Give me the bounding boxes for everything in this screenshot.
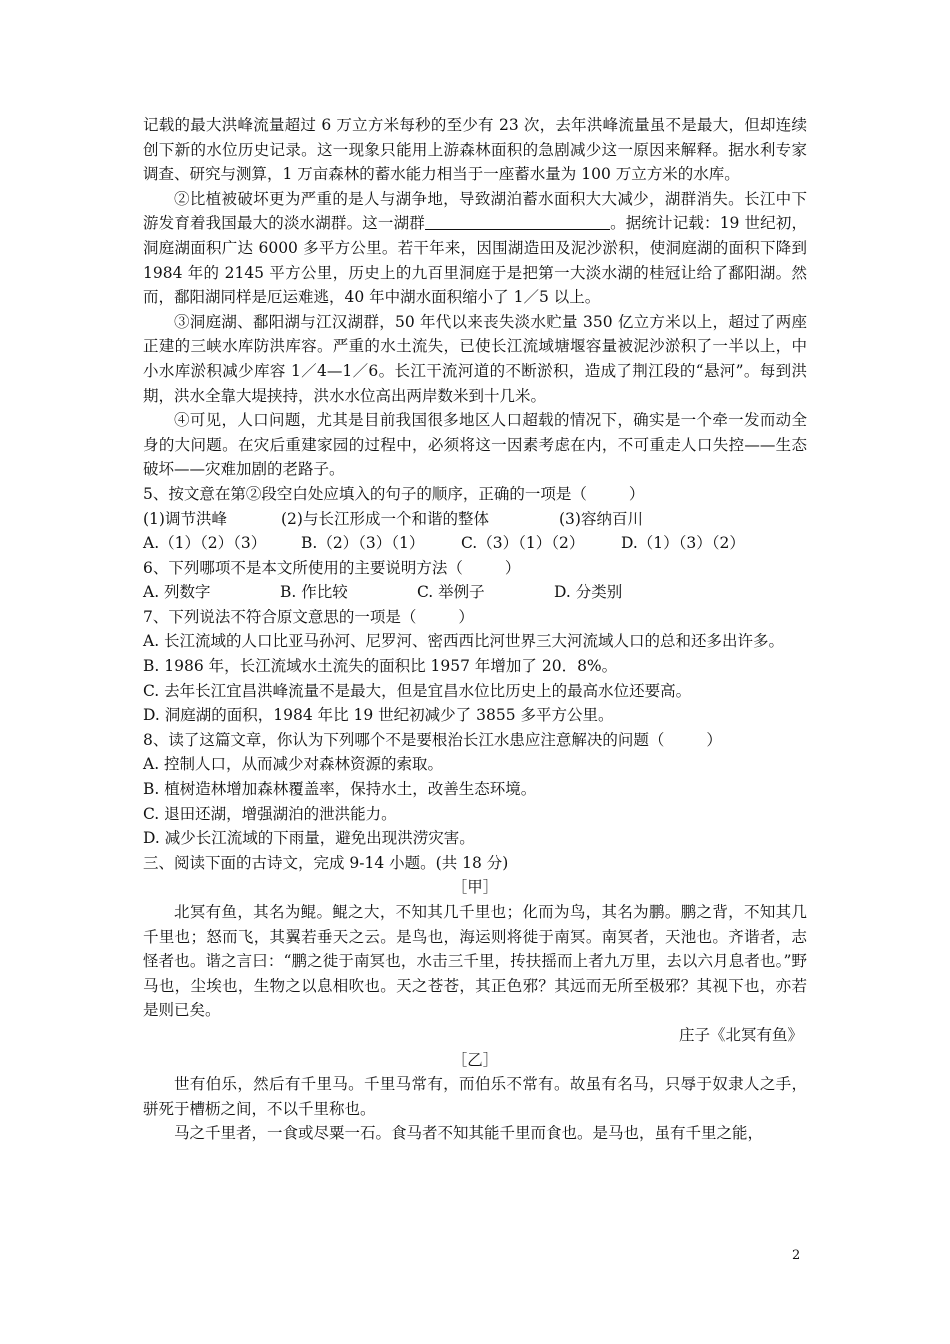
paragraph-2 [143,187,807,310]
question-8-option-d: D. 减少长江流域的下雨量，避免出现洪涝灾害。 [143,829,475,848]
item: (1)调节洪峰 [143,509,227,528]
paragraph-2-part-b: 。据统计记载：19 世纪初，洞庭湖面积广达 6000 多平方公里。若干年来，因围湖造田及泥沙淤积，使洞庭湖的面积下降到 1984 年的 2145 平方公里，历史上的九百里洞庭于是把第一大淡水湖的桂冠让给了鄱阳湖。然而，鄱阳湖同样是厄运难逃，40 年中湖水面积缩小了 1／5 以上。 [143,214,807,307]
question-6-options [143,580,807,605]
passage-yi-paragraph-1: 世有伯乐，然后有千里马。千里马常有，而伯乐不常有。故虽有名马，只辱于奴隶人之手，骈死于槽枥之间，不以千里称也。 [143,1075,807,1118]
paragraph-continued: 记载的最大洪峰流量超过 6 万立方米每秒的至少有 23 次，去年洪峰流量虽不是最大，但却连续创下新的水位历史记录。这一现象只能用上游森林面积的急剧减少这一原因来解释。据水利专家调查、研究与测算，1 万亩森林的蓄水能力相当于一座蓄水量为 100 万立方米的水库。 [143,116,807,184]
page-number: 2 [792,1248,801,1263]
paragraph-4: ④可见，人口问题，尤其是目前我国很多地区人口超载的情况下，确实是一个牵一发而动全身的大问题。在灾后重建家园的过程中，必须将这一因素考虑在内，不可重走人口失控——生态破坏——灾难加剧的老路子。 [143,411,807,479]
passage-jia-source: 庄子《北冥有鱼》 [678,1025,803,1044]
item: (2)与长江形成一个和谐的整体 [281,509,489,528]
question-7-option-c: C. 去年长江宜昌洪峰流量不是最大，但是宜昌水位比历史上的最高水位还要高。 [143,681,692,700]
option: D. 分类别 [554,583,623,602]
page-content [143,113,807,1146]
passage-yi-paragraph-2: 马之千里者，一食或尽粟一石。食马者不知其能千里而食也。是马也，虽有千里之能， [174,1124,764,1143]
question-8-option-a: A. 控制人口，从而减少对森林资源的索取。 [143,755,444,774]
paragraph-3: ③洞庭湖、鄱阳湖与江汉湖群，50 年代以来丧失淡水贮量 350 亿立方米以上，超过了两座正建的三峡水库防洪库容。严重的水土流失，已使长江流域塘堰容量被泥沙淤积了一半以上，中小水库淤积减少库容 1／4—1／6。长江干流河道的不断淤积，造成了荆江段的“悬河”。每到洪期，洪水全靠大堤挟持，洪水水位高出两岸数米到十几米。 [143,312,807,405]
question-5-stem: 5、按文意在第②段空白处应填入的句子的顺序，正确的一项是（ ） [143,484,645,503]
paragraph-2-part-a: ②比植被破坏更为严重的是人与湖争地，导致湖泊蓄水面积大大减少，湖群消失。长江中下游发育着我国最大的淡水湖群。这一湖群 [143,189,807,233]
question-5-items [143,507,807,532]
question-7-stem: 7、下列说法不符合原文意思的一项是（ ） [143,607,474,626]
option: A.（1）（2）（3） [143,534,267,553]
option: A. 列数字 [143,583,211,602]
question-7-option-d: D. 洞庭湖的面积，1984 年比 19 世纪初减少了 3855 多平方公里。 [143,706,614,725]
section-3-heading: 三、阅读下面的古诗文，完成 9-14 小题。(共 18 分) [143,853,509,872]
question-7-option-b: B. 1986 年，长江流域水土流失的面积比 1957 年增加了 20．8%。 [143,657,618,676]
passage-jia-title: ［甲］ [451,878,499,897]
question-6-stem: 6、下列哪项不是本文所使用的主要说明方法（ ） [143,558,521,577]
option: B.（2）（3）（1） [301,534,425,553]
question-5-options [143,531,807,556]
option: D.（1）（3）（2） [621,534,745,553]
passage-yi-title: ［乙］ [451,1050,499,1069]
item: (3)容纳百川 [559,509,643,528]
fill-in-blank [425,215,610,230]
question-8-option-c: C. 退田还湖，增强湖泊的泄洪能力。 [143,804,397,823]
passage-jia-text: 北冥有鱼，其名为鲲。鲲之大，不知其几千里也；化而为鸟，其名为鹏。鹏之背，不知其几千里也；怒而飞，其翼若垂天之云。是鸟也，海运则将徙于南冥。南冥者，天池也。齐谐者，志怪者也。谐之言曰：“鹏之徙于南冥也，水击三千里，抟扶摇而上者九万里，去以六月息者也。”野马也，尘埃也，生物之以息相吹也。天之苍苍，其正色邪？其远而无所至极邪？其视下也，亦若是则已矣。 [143,903,807,1020]
question-7-option-a: A. 长江流域的人口比亚马孙河、尼罗河、密西西比河世界三大河流域人口的总和还多出许多。 [143,632,785,651]
question-8-stem: 8、读了这篇文章，你认为下列哪个不是要根治长江水患应注意解决的问题（ ） [143,730,722,749]
question-8-option-b: B. 植树造林增加森林覆盖率，保持水土，改善生态环境。 [143,780,537,799]
option: C. 举例子 [417,583,485,602]
option: C.（3）（1）（2） [461,534,585,553]
option: B. 作比较 [280,583,348,602]
